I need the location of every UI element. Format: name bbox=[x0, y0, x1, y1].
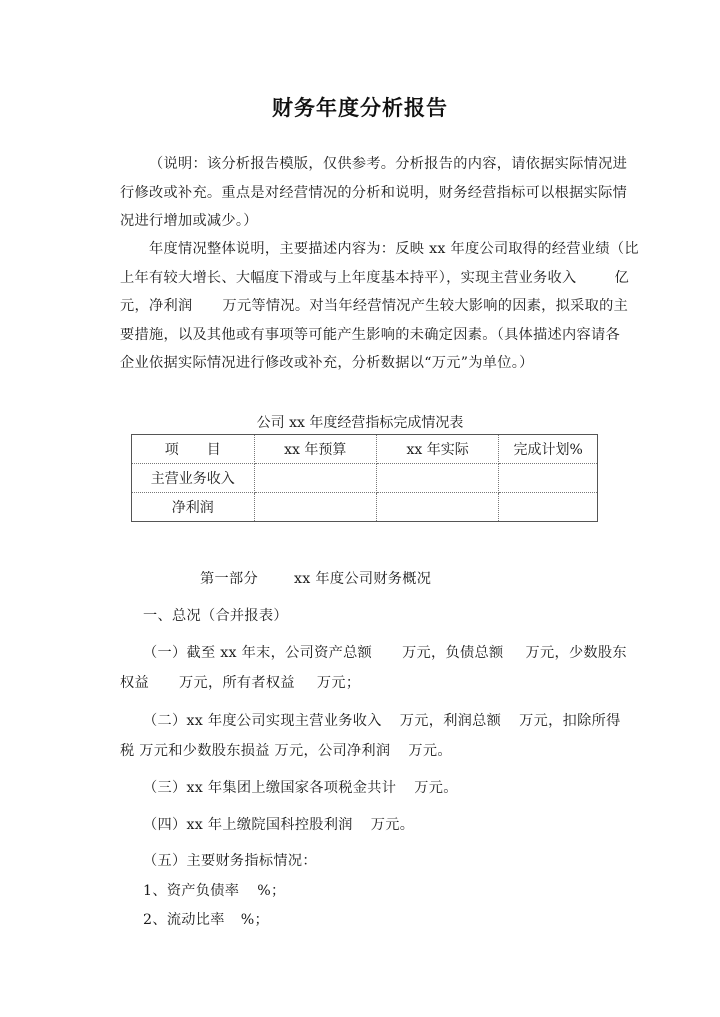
overview-text: 元，净利润 bbox=[120, 298, 193, 314]
item-1-line1 bbox=[143, 642, 627, 662]
item-text: 万元。 bbox=[370, 817, 415, 833]
item-text: 万元，扣除所得 bbox=[519, 713, 621, 729]
overview-text: 上年有较大增长、大幅度下滑或与上年度基本持平），实现主营业务收入 bbox=[120, 269, 577, 286]
table-cell bbox=[376, 464, 498, 493]
table-cell: 净利润 bbox=[132, 493, 255, 522]
kpi-table bbox=[131, 434, 598, 522]
item-text: 1、资产负债率 bbox=[143, 883, 240, 899]
overview-line: 要措施，以及其他或有事项等可能产生影响的未确定因素。（具体描述内容请各 bbox=[120, 326, 620, 343]
part-label: 第一部分 bbox=[200, 571, 258, 587]
metric-1 bbox=[143, 880, 286, 900]
overview-line: 年度情况整体说明，主要描述内容为：反映 xx 年度公司取得的经营业绩（比 bbox=[149, 241, 639, 257]
overview-text: 亿 bbox=[614, 269, 630, 286]
item-text: 万元，负债总额 bbox=[402, 645, 504, 661]
item-2-line2 bbox=[120, 740, 452, 760]
section-heading: 一、总况（合并报表） bbox=[143, 608, 288, 624]
overview-line bbox=[120, 292, 629, 321]
item-text: 万元。 bbox=[408, 743, 452, 759]
overview-text: 万元等情况。对当年经营情况产生较大影响的因素，拟采取的主 bbox=[222, 298, 629, 314]
table-cell: 主营业务收入 bbox=[132, 464, 255, 493]
item-text: 2、流动比率 bbox=[143, 912, 225, 928]
note-line: 行修改或补充。重点是对经营情况的分析和说明，财务经营指标可以根据实际情 bbox=[120, 184, 628, 201]
item-text: （三）xx 年集团上缴国家各项税金共计 bbox=[143, 780, 397, 796]
item-text: 万元； bbox=[316, 675, 361, 691]
overview-paragraph bbox=[120, 235, 639, 378]
item-text: 税 万元和少数股东损益 万元，公司净利润 bbox=[120, 743, 391, 759]
table-caption: 公司 xx 年度经营指标完成情况表 bbox=[256, 415, 464, 431]
column-header: xx 年实际 bbox=[376, 435, 498, 464]
item-5: （五）主要财务指标情况： bbox=[143, 853, 317, 869]
table-cell bbox=[499, 464, 598, 493]
document-title: 财务年度分析报告 bbox=[272, 96, 448, 120]
note-line: （说明：该分析报告模版，仅供参考。分析报告的内容，请依据实际情况进 bbox=[149, 156, 628, 172]
item-text: （四）xx 年上缴院国科控股利润 bbox=[143, 817, 353, 833]
part-heading bbox=[200, 568, 431, 588]
item-text: %； bbox=[240, 912, 270, 928]
part-title: xx 年度公司财务概况 bbox=[293, 571, 432, 587]
item-text: （二）xx 年度公司实现主营业务收入 bbox=[143, 713, 382, 729]
metric-2 bbox=[143, 909, 269, 929]
column-header: xx 年预算 bbox=[254, 435, 376, 464]
table-row bbox=[132, 464, 598, 493]
item-text: 万元，少数股东 bbox=[525, 645, 627, 661]
table-cell bbox=[254, 493, 376, 522]
item-1-line2 bbox=[120, 672, 360, 692]
table-cell bbox=[254, 464, 376, 493]
item-2-line1 bbox=[143, 710, 621, 730]
table-cell bbox=[499, 493, 598, 522]
item-text: %； bbox=[257, 883, 286, 899]
item-text: 万元，利润总额 bbox=[399, 713, 502, 729]
item-3 bbox=[143, 777, 458, 797]
item-text: 万元。 bbox=[414, 780, 458, 796]
table-header-row bbox=[132, 435, 598, 464]
item-text: （一）截至 xx 年末，公司资产总额 bbox=[143, 645, 373, 661]
item-4 bbox=[143, 814, 414, 834]
item-text: 万元，所有者权益 bbox=[178, 675, 295, 691]
item-text: 权益 bbox=[120, 675, 149, 691]
note-paragraph bbox=[120, 150, 628, 236]
overview-line bbox=[120, 264, 630, 293]
note-line: 况进行增加或减少。） bbox=[120, 213, 258, 229]
table-row bbox=[132, 493, 598, 522]
table-cell bbox=[376, 493, 498, 522]
column-header: 完成计划% bbox=[499, 435, 598, 464]
column-header: 项 目 bbox=[132, 435, 255, 464]
overview-line: 企业依据实际情况进行修改或补充，分析数据以“万元”为单位。） bbox=[120, 355, 534, 371]
